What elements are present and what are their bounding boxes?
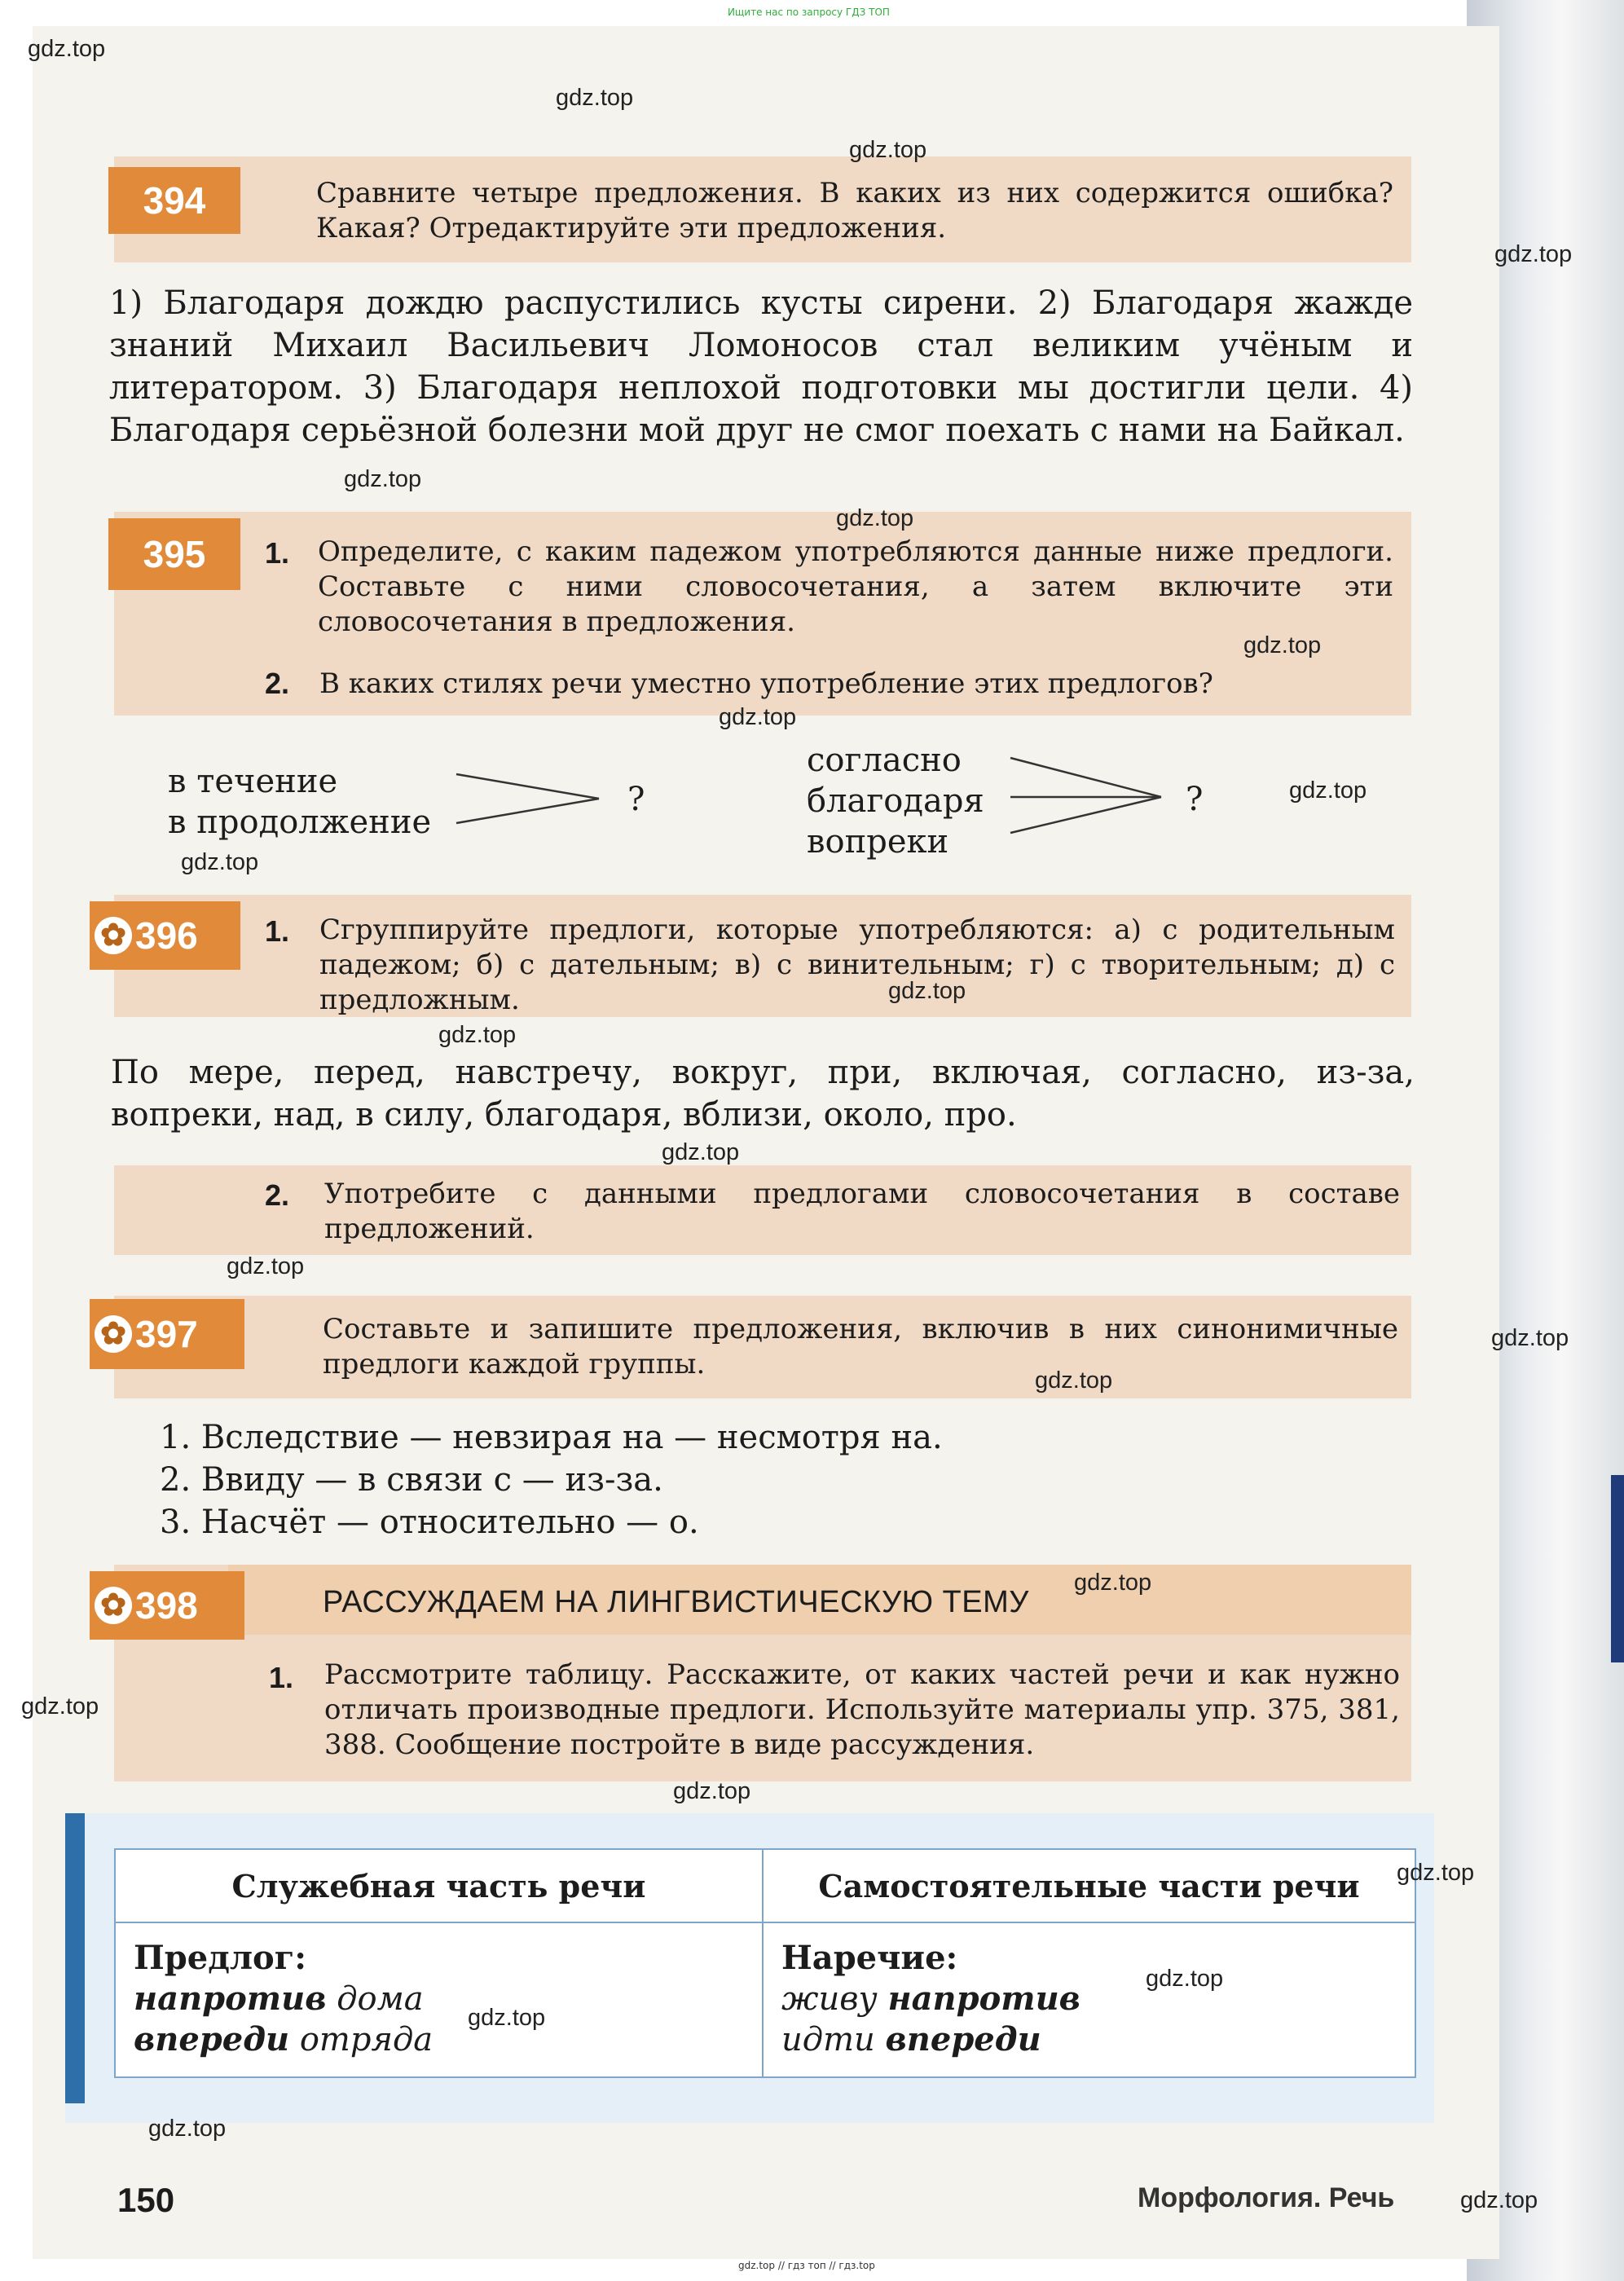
- question-mark: ?: [627, 781, 645, 818]
- exercise-number-394: 394: [108, 167, 240, 234]
- watermark: gdz.top: [21, 1693, 99, 1720]
- section-heading-398: РАССУЖДАЕМ НА ЛИНГВИСТИЧЕСКУЮ ТЕМУ: [323, 1585, 1029, 1619]
- cell-title: Наречие:: [781, 1939, 958, 1977]
- flower-icon: ✿: [95, 1315, 132, 1353]
- arrow-line: [456, 799, 599, 823]
- list-item: 3. Насчёт — относительно — о.: [160, 1504, 699, 1541]
- watermark: gdz.top: [1289, 777, 1367, 804]
- example: идти впереди: [781, 2020, 1041, 2059]
- task-398-1: Рассмотрите таблицу. Расскажите, от каких частей речи и как нужно отличать производные предлоги. Используйте материалы упр. 375, 381, 388. Сообщение постройте в виде рассуждения.: [324, 1658, 1400, 1761]
- watermark: gdz.top: [1397, 1860, 1475, 1886]
- watermark: gdz.top: [849, 137, 927, 163]
- example: живу напротив: [781, 1979, 1080, 2018]
- task-396-2: Употребите с данными предлогами словосочетания в составе предложений.: [324, 1178, 1400, 1245]
- exercise-text-394: 1) Благодаря дождю распустились кусты сирени. 2) Благодаря жажде знаний Михаил Васильевич Ломоносов стал великим учёным и литератором. 3) Благодаря неплохой подготовки мы достигли цели. 4) Благодаря серьёзной болезни мой друг не смог поехать с нами на Байкал.: [109, 284, 1413, 449]
- question-mark: ?: [1186, 781, 1204, 818]
- table-row: [115, 1922, 1415, 2077]
- watermark: gdz.top: [836, 505, 914, 531]
- list-item: 1. Вследствие — невзирая на — несмотря на.: [160, 1419, 943, 1456]
- table-header: Самостоятельные части речи: [763, 1849, 1415, 1922]
- top-note: Ищите нас по запросу ГДЗ ТОП: [728, 7, 890, 18]
- list-item: 2. Ввиду — в связи с — из-за.: [160, 1461, 663, 1499]
- table-header-row: [115, 1849, 1415, 1922]
- preposition: благодаря: [807, 782, 984, 820]
- watermark: gdz.top: [438, 1022, 517, 1048]
- task-number: 1.: [269, 1661, 294, 1694]
- preposition: в течение: [168, 763, 338, 800]
- bottom-note: gdz.top // гдз топ // гдз.top: [738, 2260, 875, 2271]
- watermark: gdz.top: [468, 2005, 546, 2031]
- arrow-line: [1010, 758, 1161, 797]
- table-cell: [115, 1922, 763, 2077]
- watermark: gdz.top: [344, 466, 422, 492]
- arrow-line: [1010, 797, 1161, 833]
- arrow-line: [456, 774, 599, 799]
- task-395-1: Определите, с каким падежом употребляются данные ниже предлоги. Составьте с ними словосочетания, а затем включите эти словосочетания в предложения.: [318, 535, 1393, 638]
- task-395-2: В каких стилях речи уместно употребление этих предлогов?: [319, 667, 1213, 700]
- watermark: gdz.top: [1035, 1367, 1113, 1394]
- exercise-number-395: 395: [108, 518, 240, 590]
- task-number: 2.: [265, 667, 290, 700]
- flower-icon: ✿: [95, 917, 132, 954]
- watermark: gdz.top: [1243, 632, 1322, 658]
- exercise-text-396: По мере, перед, навстречу, вокруг, при, включая, согласно, из-за, вопреки, над, в силу, благодаря, вблизи, около, про.: [111, 1054, 1415, 1134]
- watermark: gdz.top: [1460, 2187, 1538, 2213]
- table-side-bar: [65, 1813, 85, 2103]
- comparison-table: [114, 1848, 1416, 2078]
- watermark: gdz.top: [673, 1778, 751, 1804]
- table-header: Служебная часть речи: [115, 1849, 763, 1922]
- exercise-number-398: ✿ 398: [90, 1571, 244, 1640]
- watermark: gdz.top: [28, 36, 106, 62]
- watermark: gdz.top: [1074, 1570, 1152, 1596]
- table-cell: [763, 1922, 1415, 2077]
- watermark: gdz.top: [662, 1139, 740, 1165]
- watermark: gdz.top: [1146, 1966, 1224, 1992]
- watermark: gdz.top: [148, 2116, 227, 2142]
- watermark: gdz.top: [227, 1253, 305, 1279]
- watermark: gdz.top: [556, 85, 634, 111]
- example: впереди отряда: [134, 2020, 434, 2059]
- task-number: 1.: [265, 914, 290, 948]
- task-number: 1.: [265, 536, 290, 570]
- watermark: gdz.top: [1494, 241, 1573, 267]
- watermark: gdz.top: [181, 849, 259, 875]
- preposition: в продолжение: [168, 804, 432, 841]
- cell-title: Предлог:: [134, 1939, 307, 1977]
- exercise-number-397: ✿ 397: [90, 1299, 244, 1369]
- preposition: согласно: [807, 742, 962, 779]
- task-397: Составьте и запишите предложения, включив в них синонимичные предлоги каждой группы.: [323, 1313, 1398, 1380]
- task-number: 2.: [265, 1178, 290, 1212]
- task-396-1: Сгруппируйте предлоги, которые употребляются: а) с родительным падежом; б) с дательным; в) с винительным; г) с творительным; д) с предложным.: [319, 914, 1395, 1016]
- example: напротив дома: [134, 1979, 424, 2018]
- page-number: 150: [117, 2181, 175, 2219]
- watermark: gdz.top: [719, 704, 797, 730]
- watermark: gdz.top: [1491, 1325, 1569, 1351]
- task-394: Сравните четыре предложения. В каких из них содержится ошибка? Какая? Отредактируйте эти предложения.: [316, 177, 1393, 244]
- preposition: вопреки: [807, 823, 949, 861]
- watermark: gdz.top: [888, 978, 966, 1004]
- flower-icon: ✿: [95, 1587, 132, 1624]
- exercise-number-396: ✿ 396: [90, 901, 240, 970]
- running-title: Морфология. Речь: [1138, 2182, 1395, 2213]
